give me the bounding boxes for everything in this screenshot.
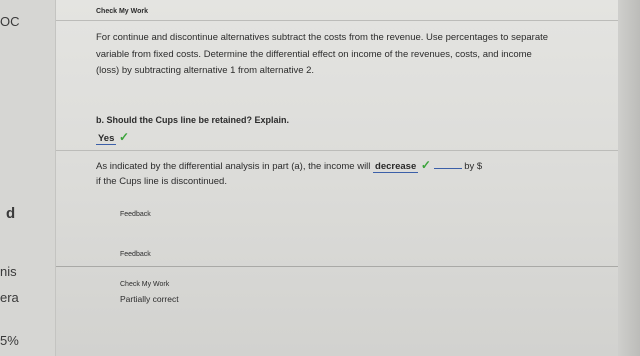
divider (56, 266, 618, 267)
explanation-row (96, 158, 482, 174)
instructions-line-2: variable from fixed costs. Determine the differential effect on income of the revenues, costs, and income (96, 49, 532, 60)
left-fragment-percent: 5% (0, 333, 19, 348)
correct-check-icon: ✓ (420, 158, 431, 172)
question-b-prompt: b. Should the Cups line be retained? Explain. (96, 115, 290, 125)
feedback-link-1[interactable]: Feedback (120, 211, 151, 218)
explanation-text-pre: As indicated by the differential analysis in part (a), the income will (96, 161, 371, 172)
feedback-label-2[interactable]: Feedback (120, 251, 151, 258)
status-text: Partially correct (120, 294, 179, 304)
left-fragment-era: era (0, 290, 19, 305)
income-effect-dropdown[interactable]: decrease (375, 161, 417, 172)
explanation-text-post: if the Cups line is discontinued. (96, 176, 227, 187)
check-my-work-header[interactable]: Check My Work (96, 8, 148, 15)
assignment-panel (56, 0, 618, 356)
answer-row (96, 130, 129, 146)
left-fragment-d: d (6, 205, 16, 222)
explanation-by-label: by $ (464, 161, 483, 172)
check-my-work-footer[interactable]: Check My Work (120, 281, 170, 288)
divider (56, 150, 618, 151)
divider (56, 20, 618, 21)
left-background-window (0, 0, 56, 356)
instructions-line-3: (loss) by subtracting alternative 1 from alternative 2. (96, 65, 315, 76)
left-fragment-top: OC (0, 14, 20, 29)
answer-select-yes[interactable]: Yes (98, 133, 115, 144)
correct-check-icon: ✓ (119, 130, 130, 144)
left-fragment-nis: nis (0, 264, 17, 279)
amount-input[interactable] (434, 159, 462, 169)
instructions-line-1: For continue and discontinue alternatives subtract the costs from the revenue. Use percentages to separate (96, 32, 549, 43)
right-screen-edge (618, 0, 640, 356)
